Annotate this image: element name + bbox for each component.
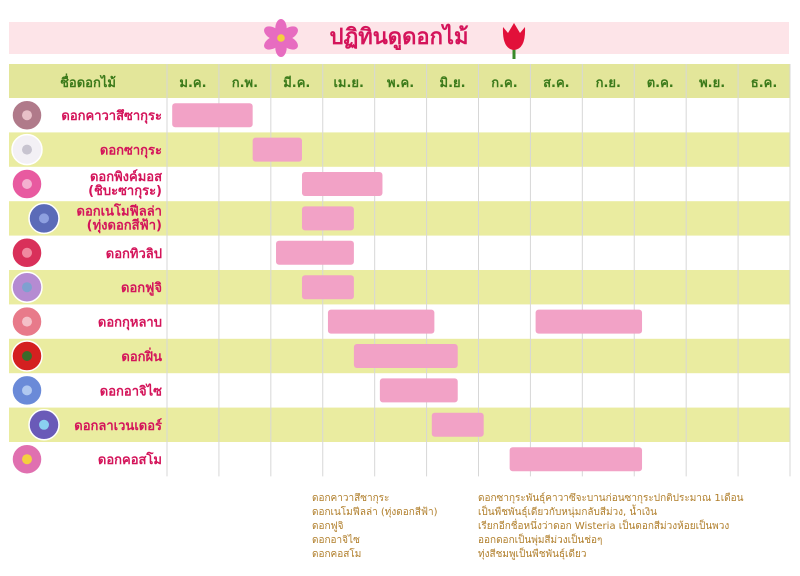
sakura-icon <box>12 135 42 165</box>
month-label: มิ.ย. <box>439 76 466 91</box>
flower-name: ดอกอาจิไซ <box>99 384 162 400</box>
flower-name: ดอกเนโมฟีลล่า(ทุ่งดอกสีฟ้า) <box>76 204 162 234</box>
cosmos-icon <box>12 444 42 474</box>
bloom-bar <box>380 378 458 402</box>
bloom-bar <box>302 206 354 230</box>
bloom-bar <box>302 275 354 299</box>
note-left-item: ดอกคาวาสึซากุระ <box>312 493 390 504</box>
page-title: ปฏิทินดูดอกไม้ <box>329 25 469 50</box>
note-left-item: ดอกอาจิไซ <box>312 535 360 546</box>
flower-name: ดอกพิงค์มอส(ชิบะซากุระ) <box>88 170 162 199</box>
note-right-item: ทุ่งสีชมพูเป็นพืชพันธุ์เดียว <box>478 549 587 560</box>
month-label: ต.ค. <box>646 76 674 91</box>
rose-icon <box>12 307 42 337</box>
month-label: ก.ย. <box>595 76 621 91</box>
note-left-item: ดอกคอสโม <box>312 549 362 560</box>
wisteria-icon <box>12 272 42 302</box>
note-right-item: ออกดอกเป็นพุ่มสีม่วงเป็นช่อๆ <box>478 535 603 546</box>
bloom-bar <box>276 241 354 265</box>
pink-moss-icon <box>12 169 42 199</box>
month-label: ม.ค. <box>179 76 207 91</box>
month-label: ส.ค. <box>543 76 570 91</box>
bloom-bar <box>328 310 434 334</box>
note-right-item: ดอกซากุระพันธุ์คาวาซึจะบานก่อนซากุระปกติประมาณ 1เดือน <box>478 493 744 504</box>
flower-name: ดอกฟูจิ <box>121 281 162 297</box>
note-right-item: เรียกอีกชื่อหนึ่งว่าดอก Wisteria เป็นดอกสีม่วงห้อยเป็นพวง <box>478 521 730 532</box>
flower-name: ดอกคอสโม <box>97 453 162 469</box>
note-left-item: ดอกเนโมฟีลล่า (ทุ่งดอกสีฟ้า) <box>312 507 438 518</box>
lavender-icon <box>29 410 59 440</box>
bloom-bar <box>302 172 382 196</box>
month-label: ก.พ. <box>231 76 259 91</box>
month-label: เม.ย. <box>333 76 364 91</box>
bloom-bar <box>432 413 484 437</box>
notes-left <box>312 492 438 562</box>
tulip-icon <box>12 238 42 268</box>
month-label: พ.ค. <box>387 76 415 91</box>
header-label: ชื่อดอกไม้ <box>60 76 116 91</box>
flower-name: ดอกคาวาสึซากุระ <box>61 109 162 125</box>
note-left-item: ดอกฟูจิ <box>312 521 344 532</box>
flower-name: ดอกฝิ่น <box>121 350 162 365</box>
month-label: พ.ย. <box>699 76 726 91</box>
flower-name: ดอกลาเวนเดอร์ <box>74 418 162 434</box>
nemophila-icon <box>29 203 59 233</box>
poppy-icon <box>12 341 42 371</box>
bloom-bar <box>253 138 302 162</box>
bloom-bar <box>536 310 642 334</box>
notes-right <box>478 492 744 562</box>
hydrangea-icon <box>12 375 42 405</box>
month-label: มี.ค. <box>283 76 311 91</box>
flower-name: ดอกทิวลิป <box>105 246 162 262</box>
bloom-bar <box>510 447 642 471</box>
bloom-bar <box>172 103 252 127</box>
flower-name: ดอกกุหลาบ <box>97 315 162 331</box>
flower-name: ดอกซากุระ <box>99 143 162 159</box>
bloom-bar <box>354 344 458 368</box>
month-label: ก.ค. <box>491 76 518 91</box>
note-right-item: เป็นพืชพันธุ์เดียวกับหนุ่มกลับสีม่วง, น้ำเงิน <box>478 507 657 518</box>
month-label: ธ.ค. <box>750 76 778 91</box>
kawazu-sakura-icon <box>12 100 42 130</box>
